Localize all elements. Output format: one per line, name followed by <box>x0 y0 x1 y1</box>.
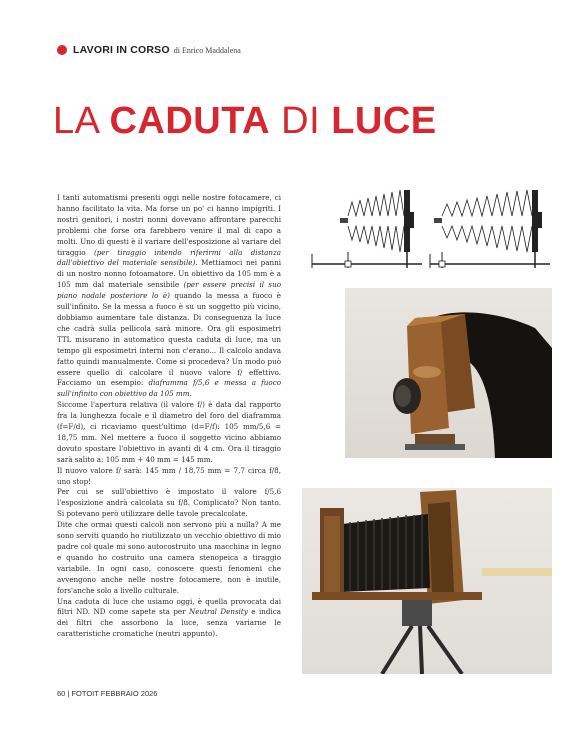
paragraph: Il nuovo valore f/ sarà: 145 mm / 18,75 mm = 7,7 circa f/8, uno stop! <box>57 465 281 486</box>
photo-wooden-camera-front <box>345 288 552 458</box>
photo-camera-extended-bellows <box>302 488 552 674</box>
author-byline: di Enrico Maddalena <box>173 45 241 55</box>
paragraph: I tanti automatismi presenti oggi nelle nostre fotocamere, ci hanno facilitato la vita. Ma forse un po' ci hanno impigriti. I nostri genitori, i nostri nonni dovevano affrontare parecchi problemi che forse ora farebbero venire il mal di capo a molti. Uno di questi è il variare dell'esposizione al variare del tiraggio (per tiraggio intendo riferirmi alla distanza dall'obiettivo del materiale sensibile). Mettiamoci nei panni di un nostro nonno fotoamatore. Un obiettivo da 105 mm è a 105 mm dal materiale sensibile (per essere precisi il suo piano nodale posteriore lo è) quando la messa a fuoco è sull'infinito. Se la messa a fuoco è su un soggetto più vicino, dobbiamo aumentare tale distanza. Di conseguenza la luce che cadrà sulla pellicola sarà minore. Ora gli esposimetri TTL misurano in automatico questa caduta di luce, ma un tempo gli esposimetri interni non c'erano... Il calcolo andava fatto quindi manualmente. Come si procedeva? Un modo può essere quello di calcolare il nuovo valore f/ effettivo. Facciamo un esempio: diaframma f/5,6 e messa a fuoco sull'infinito con obiettivo da 105 mm. <box>57 193 282 399</box>
article-body <box>57 193 281 640</box>
page-title: LA CADUTA DI LUCE <box>53 100 437 142</box>
page-footer: 60 | FOTOIT FEBBRAIO 2026 <box>57 689 158 698</box>
section-label: LAVORI IN CORSO <box>73 44 170 56</box>
photo-bellows-illustration <box>302 488 552 674</box>
photo-camera-illustration <box>345 288 552 458</box>
bellows-diagram-infinity <box>310 188 424 272</box>
red-dot-icon <box>57 45 67 55</box>
paragraph: Dite che ormai questi calcoli non servono più a nulla? A me sono serviti quando ho riutilizzato un vecchio obiettivo di mio padre col quale mi sono autocostruito una macchina in legno e quando ho costruito una camera stenopeica a tiraggio variabile. In ogni caso, conoscere questi fenomeni che avvengono anche nelle nostre fotocamere, non è inutile, fors'anche solo a livello culturale. <box>57 520 281 595</box>
paragraph: Siccome l'apertura relativa (il valore f/) è data dal rapporto fra la lunghezza focale e il diametro del foro del diaframma (f=F/d), ci ricaviamo quest'ultimo (d=F/f): 105 mm/5,6 = 18,75 mm. Nel mettere a fuoco il soggetto vicino abbiamo dovuto spostare l'obiettivo in avanti di 4 cm. Ora il tiraggio sarà salito a: 105 mm + 40 mm = 145 mm. <box>57 400 281 464</box>
paragraph: Una caduta di luce che usiamo oggi, è quella provocata dai filtri ND. ND come sapete sta per Neutral Density e indica dei filtri che assorbono la luce, senza variarne le caratteristiche cromatiche (neutri appunto). <box>57 596 281 639</box>
bellows-diagram-extended <box>428 188 552 272</box>
section-header <box>57 44 241 56</box>
paragraph: Per cui se sull'obiettivo è impostato il valore f/5,6 l'esposizione andrà calcolata su f/8. Complicato? Non tanto. Si potevano però utilizzare delle tavole precalcolate. <box>57 487 281 519</box>
